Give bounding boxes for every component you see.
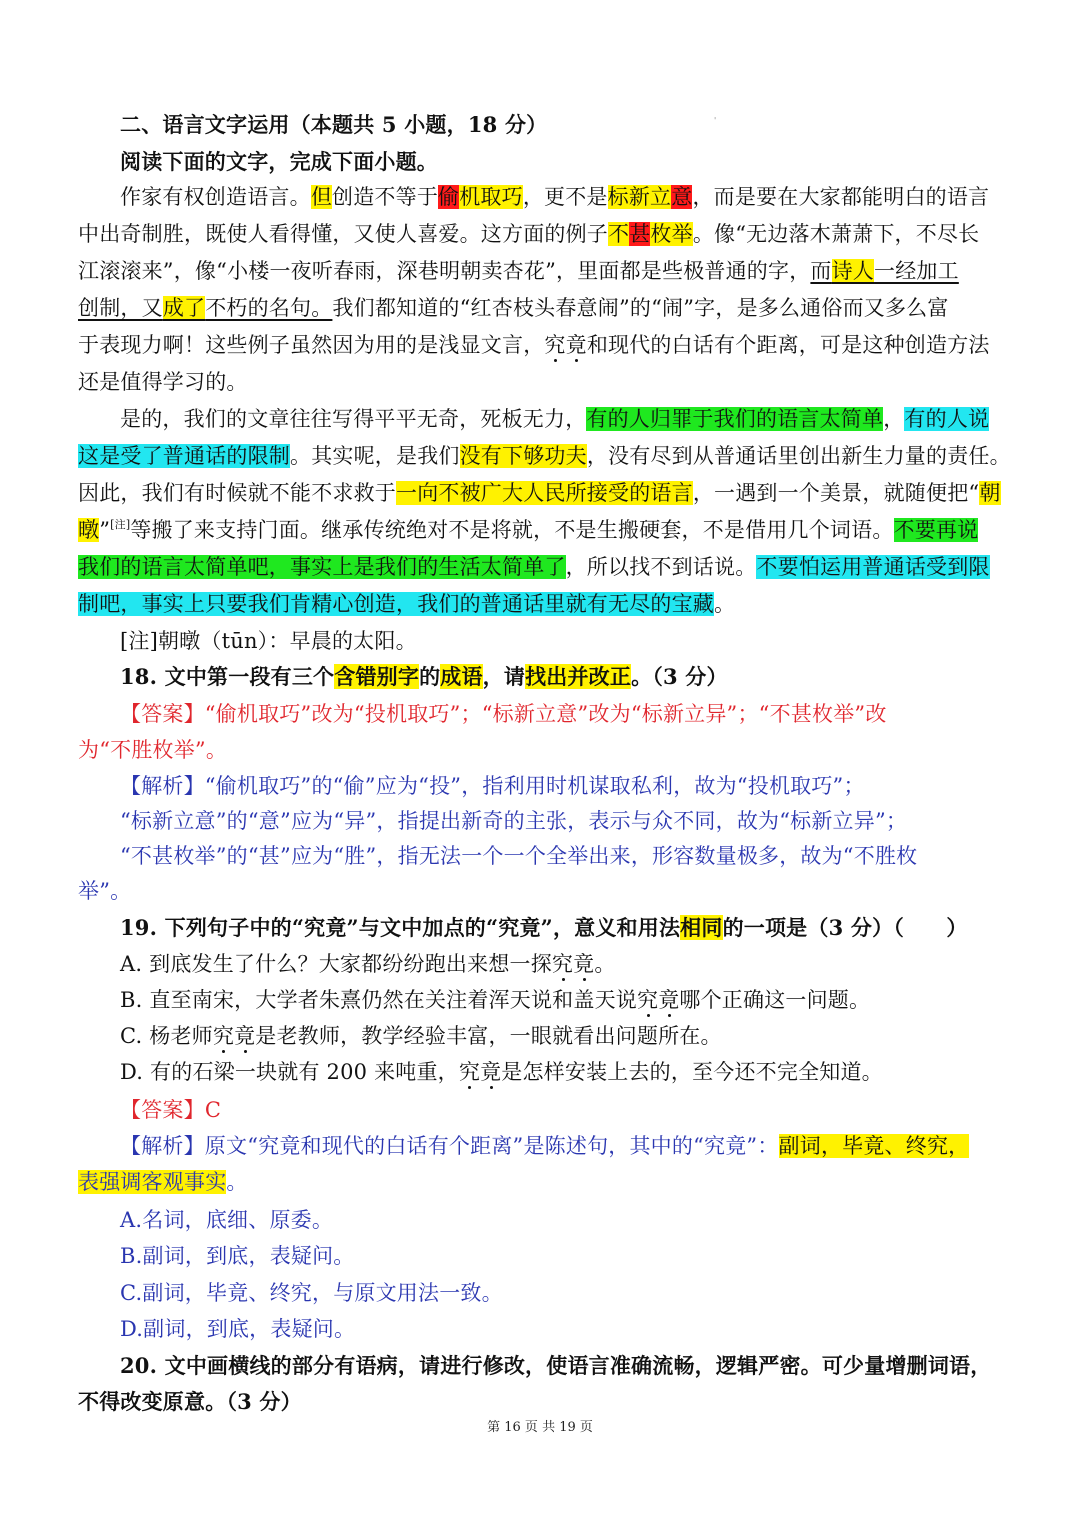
page-footer: 第 16 页 共 19 页: [487, 1420, 593, 1435]
p1-line-5: 于表现力啊！这些例子虽然因为用的是浅显文言，究竟和现代的白话有个距离，可是这种创造方法: [78, 333, 990, 357]
q19-option-d: D. 有的石梁一块就有 200 来吨重，究竟是怎样安装上去的，至今还不完全知道。: [120, 1060, 883, 1084]
typo-highlight: 偷: [438, 185, 460, 209]
p2-line-5: 我们的语言太简单吧，事实上是我们的生活太简单了，所以找不到话说。不要怕运用普通话受到限: [78, 555, 990, 579]
footnote-marker: [注]: [110, 518, 131, 531]
q19-explain-b: B.副词，到底，表疑问。: [120, 1244, 355, 1268]
q19-explain-c: C.副词，毕竟、终究，与原文用法一致。: [120, 1281, 503, 1305]
instruction: 阅读下面的文字，完成下面小题。: [120, 149, 438, 174]
emphasis-dot-char: 究: [212, 1024, 235, 1048]
q19-analysis-cont: 表强调客观事实。: [78, 1170, 248, 1194]
emphasis-dot-char: 究: [636, 988, 659, 1012]
q19-stem: 19. 下列句子中的“究竟”与文中加点的“究竟”，意义和用法相同的一项是（3 分）（ ）: [120, 915, 968, 940]
p1-line-2: 中出奇制胜，既使人看得懂，又使人喜爱。这方面的例子不甚枚举。像“无边落木萧萧下，不尽长: [78, 222, 980, 246]
emphasis-dot-char: 竟: [480, 1060, 502, 1084]
p2-line-3: 因此，我们有时候就不能不求救于一向不被广大人民所接受的语言，一遇到一个美景，就随便把“朝: [78, 481, 1001, 505]
q18-analysis-4: 举”。: [78, 879, 132, 903]
footnote: [注]朝暾（tūn）：早晨的太阳。: [120, 629, 417, 653]
q19-explain-a: A.名词，底细、原委。: [120, 1208, 334, 1232]
section-title: 二、语言文字运用（本题共 5 小题，18 分）: [120, 112, 548, 137]
typo-highlight: 甚: [629, 222, 651, 246]
emphasis-dot-char: 究: [458, 1060, 481, 1084]
q18-answer: 【答案】“偷机取巧”改为“投机取巧”；“标新立意”改为“标新立异”；“不甚枚举”改: [120, 702, 887, 726]
q18-analysis-3: “不甚枚举”的“甚”应为“胜”，指无法一个一个全举出来，形容数量极多，故为“不胜枚: [120, 844, 918, 868]
p2-line-6: 制吧，事实上只要我们肯精心创造，我们的普通话里就有无尽的宝藏。: [78, 592, 736, 616]
q19-analysis: 【解析】原文“究竟和现代的白话有个距离”是陈述句，其中的“究竟”：副词，毕竟、终究，: [120, 1134, 970, 1158]
p1-line-1: 作家有权创造语言。但创造不等于偷机取巧，更不是标新立意，而是要在大家都能明白的语言: [120, 185, 990, 209]
typo-highlight: 意: [671, 185, 693, 209]
p1-line-6: 还是值得学习的。: [78, 370, 248, 394]
p2-line-4: 暾”[注]等搬了来支持门面。继承传统绝对不是将就，不是生搬硬套，不是借用几个词语。不要再说: [78, 518, 979, 542]
q19-option-b: B. 直至南宋，大学者朱熹仍然在关注着浑天说和盖天说究竟哪个正确这一问题。: [120, 988, 871, 1012]
corner-mark: ': [714, 116, 717, 125]
q18-stem: 18. 文中第一段有三个含错别字的成语，请找出并改正。（3 分）: [120, 664, 728, 689]
q19-answer: 【答案】C: [120, 1098, 222, 1122]
q18-answer-cont: 为“不胜枚举”。: [78, 738, 228, 762]
underlined-sentence: 创制，又成了不朽的名句。: [78, 296, 333, 320]
q18-analysis-2: “标新立意”的“意”应为“异”，指提出新奇的主张，表示与众不同，故为“标新立异”；: [120, 809, 908, 833]
underlined-sentence: 而诗人一经加工: [810, 259, 959, 283]
q19-explain-d: D.副词，到底，表疑问。: [120, 1317, 356, 1341]
q19-option-c: C. 杨老师究竟是老教师，教学经验丰富，一眼就看出问题所在。: [120, 1024, 722, 1048]
q20-stem: 20. 文中画横线的部分有语病，请进行修改，使语言准确流畅，逻辑严密。可少量增删词语，: [120, 1353, 992, 1378]
emphasis-dot-char: 究: [551, 952, 574, 976]
emphasis-dot-char: 究: [544, 333, 566, 357]
q19-option-a: A. 到底发生了什么？大家都纷纷跑出来想一探究竟。: [120, 952, 616, 976]
emphasis-dot-char: 竟: [573, 952, 595, 976]
p1-line-3: 江滚滚来”，像“小楼一夜听春雨，深巷明朝卖杏花”，里面都是些极普通的字，而诗人一经加工: [78, 259, 959, 283]
q18-analysis: 【解析】“偷机取巧”的“偷”应为“投”，指利用时机谋取私利，故为“投机取巧”；: [120, 774, 865, 798]
p2-line-1: 是的，我们的文章往往写得平平无奇，死板无力，有的人归罪于我们的语言太简单，有的人说: [120, 407, 990, 431]
emphasis-dot-char: 竟: [234, 1024, 256, 1048]
emphasis-dot-char: 竟: [658, 988, 680, 1012]
p1-line-4: 创制，又成了不朽的名句。我们都知道的“红杏枝头春意闹”的“闹”字，是多么通俗而又多么富: [78, 296, 949, 320]
emphasis-dot-char: 竟: [565, 333, 587, 357]
p2-line-2: 这是受了普通话的限制。其实呢，是我们没有下够功夫，没有尽到从普通话里创出新生力量的责任。: [78, 444, 1011, 468]
q20-stem-cont: 不得改变原意。（3 分）: [78, 1389, 302, 1414]
